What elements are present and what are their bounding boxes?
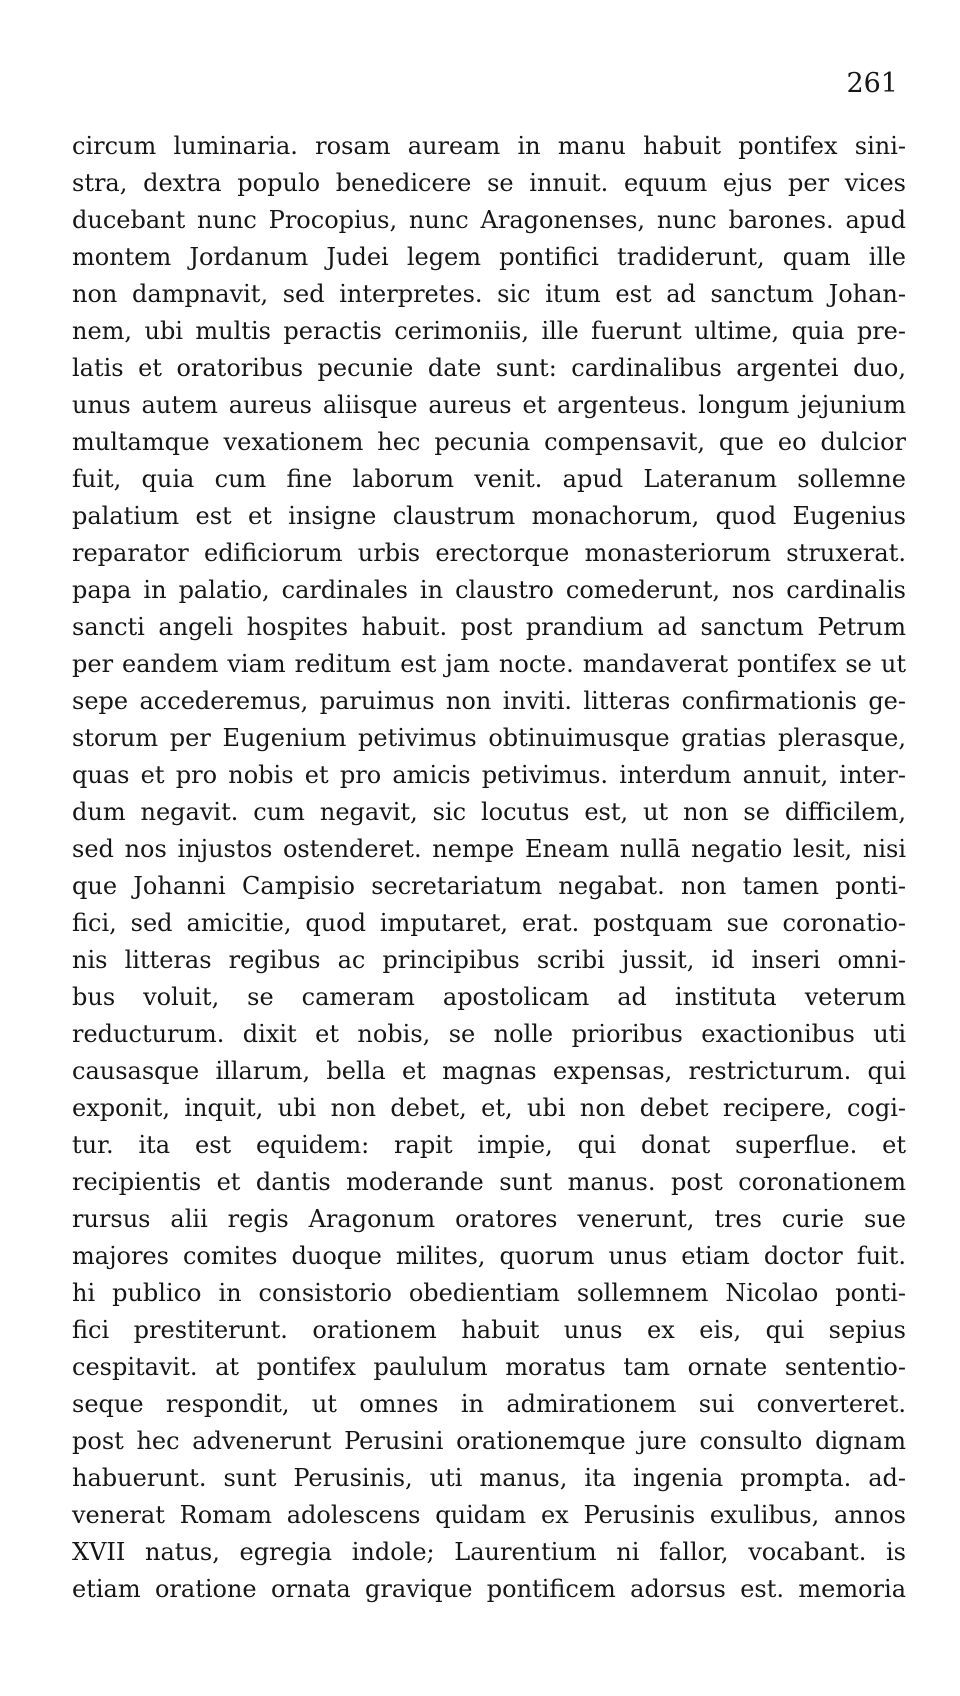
text-line: circum luminaria. rosam auream in manu habuit pontifex sini- (72, 132, 906, 160)
text-line: majores comites duoque milites, quorum unus etiam doctor fuit. (72, 1242, 906, 1270)
text-line: exponit, inquit, ubi non debet, et, ubi non debet recipere, cogi- (72, 1094, 906, 1122)
text-line: papa in palatio, cardinales in claustro comederunt, nos cardinalis (72, 576, 906, 604)
text-line: per eandem viam reditum est jam nocte. mandaverat pontifex se ut (72, 650, 906, 678)
text-line: montem Jordanum Judei legem pontifici tradiderunt, quam ille (72, 243, 906, 271)
body-text (72, 128, 906, 1608)
text-line: fuit, quia cum fine laborum venit. apud Lateranum sollemne (72, 465, 906, 493)
text-line: ducebant nunc Procopius, nunc Aragonenses, nunc barones. apud (72, 206, 906, 234)
text-line: cespitavit. at pontifex paululum moratus tam ornate sententio- (72, 1353, 906, 1381)
text-line: post hec advenerunt Perusini orationemque jure consulto dignam (72, 1427, 906, 1455)
text-line: seque respondit, ut omnes in admirationem sui converteret. (72, 1390, 906, 1418)
text-line: XVII natus, egregia indole; Laurentium ni fallor, vocabant. is (72, 1538, 906, 1566)
text-line: habuerunt. sunt Perusinis, uti manus, ita ingenia prompta. ad- (72, 1464, 906, 1492)
text-line: stra, dextra populo benedicere se innuit. equum ejus per vices (72, 169, 906, 197)
text-line: storum per Eugenium petivimus obtinuimusque gratias plerasque, (72, 724, 906, 752)
text-line: hi publico in consistorio obedientiam sollemnem Nicolao ponti- (72, 1279, 906, 1307)
text-line: fici prestiterunt. orationem habuit unus ex eis, qui sepius (72, 1316, 906, 1344)
text-line: multamque vexationem hec pecunia compensavit, que eo dulcior (72, 428, 906, 456)
text-line: sancti angeli hospites habuit. post prandium ad sanctum Petrum (72, 613, 906, 641)
text-line: que Johanni Campisio secretariatum negabat. non tamen ponti- (72, 872, 906, 900)
text-line: unus autem aureus aliisque aureus et argenteus. longum jejunium (72, 391, 906, 419)
text-line: venerat Romam adolescens quidam ex Perusinis exulibus, annos (72, 1501, 906, 1529)
page-number: 261 (846, 68, 898, 99)
text-line: rursus alii regis Aragonum oratores venerunt, tres curie sue (72, 1205, 906, 1233)
text-line: fici, sed amicitie, quod imputaret, erat. postquam sue coronatio- (72, 909, 906, 937)
text-line: tur. ita est equidem: rapit impie, qui donat superflue. et (72, 1131, 906, 1159)
text-line: sed nos injustos ostenderet. nempe Eneam nullā negatio lesit, nisi (72, 835, 906, 863)
text-line: nis litteras regibus ac principibus scribi jussit, id inseri omni- (72, 946, 906, 974)
text-line: latis et oratoribus pecunie date sunt: cardinalibus argentei duo, (72, 354, 906, 382)
text-line: reparator edificiorum urbis erectorque monasteriorum struxerat. (72, 539, 906, 567)
text-line: nem, ubi multis peractis cerimoniis, ille fuerunt ultime, quia pre- (72, 317, 906, 345)
text-line: non dampnavit, sed interpretes. sic itum est ad sanctum Johan- (72, 280, 906, 308)
text-line: dum negavit. cum negavit, sic locutus est, ut non se difficilem, (72, 798, 906, 826)
text-line: sepe accederemus, paruimus non inviti. litteras confirmationis ge- (72, 687, 906, 715)
text-line: reducturum. dixit et nobis, se nolle prioribus exactionibus uti (72, 1020, 906, 1048)
text-line: causasque illarum, bella et magnas expensas, restricturum. qui (72, 1057, 906, 1085)
text-line: quas et pro nobis et pro amicis petivimus. interdum annuit, inter- (72, 761, 906, 789)
text-line: recipientis et dantis moderande sunt manus. post coronationem (72, 1168, 906, 1196)
text-line: bus voluit, se cameram apostolicam ad instituta veterum (72, 983, 906, 1011)
text-line: etiam oratione ornata gravique pontificem adorsus est. memoria (72, 1575, 906, 1603)
text-line: palatium est et insigne claustrum monachorum, quod Eugenius (72, 502, 906, 530)
